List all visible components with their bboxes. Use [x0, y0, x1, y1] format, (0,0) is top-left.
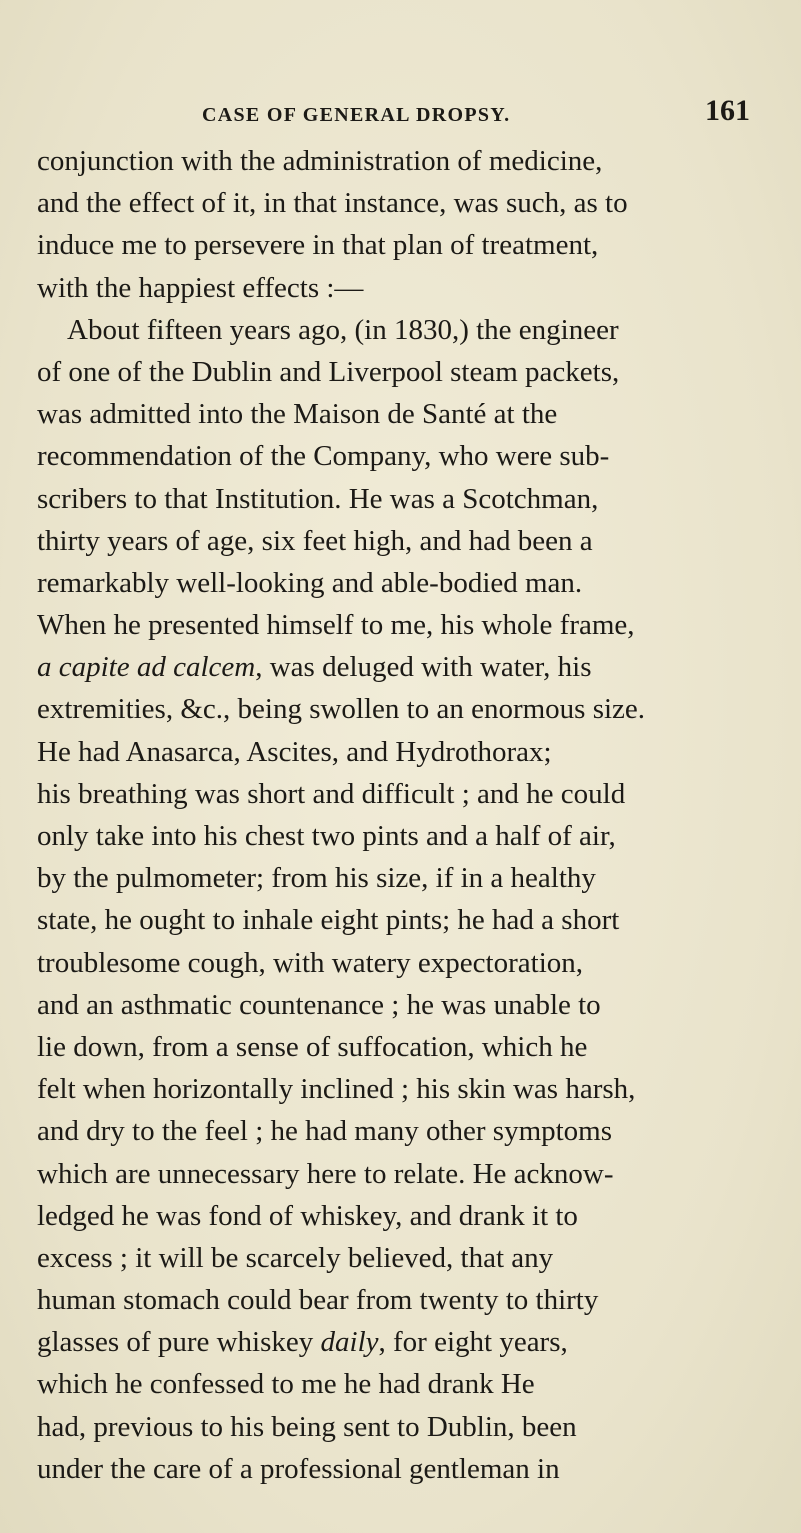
italic-phrase: a capite ad calcem [37, 651, 256, 684]
text-line: with the happiest effects :— [37, 271, 364, 304]
text-line: which are unnecessary here to relate. He acknow- [37, 1157, 614, 1190]
text-line: ledged he was fond of whiskey, and drank it to [37, 1199, 578, 1232]
text-line: which he confessed to me he had drank He [37, 1368, 535, 1401]
page-header [0, 86, 801, 134]
text-line: recommendation of the Company, who were sub- [37, 440, 610, 473]
running-head: CASE OF GENERAL DROPSY. [202, 104, 511, 126]
text-line: and dry to the feel ; he had many other symptoms [37, 1115, 613, 1148]
text-line: a capite ad calcem, was deluged with water, his [37, 651, 592, 684]
italic-phrase: daily [320, 1326, 379, 1359]
text-line: felt when horizontally inclined ; his skin was harsh, [37, 1073, 636, 1106]
text-line: troublesome cough, with watery expectoration, [37, 946, 584, 979]
text-line: glasses of pure whiskey daily, for eight years, [37, 1326, 568, 1359]
body-text [37, 140, 777, 1490]
text-line: When he presented himself to me, his whole frame, [37, 609, 635, 642]
text-line: human stomach could bear from twenty to thirty [37, 1284, 599, 1317]
text-line: remarkably well-looking and able-bodied man. [37, 566, 583, 599]
text-line: and an asthmatic countenance ; he was unable to [37, 988, 601, 1021]
text-line: induce me to persevere in that plan of treatment, [37, 229, 599, 262]
text-line: by the pulmometer; from his size, if in a healthy [37, 862, 596, 895]
text-line: state, he ought to inhale eight pints; he had a short [37, 904, 620, 937]
text-line: excess ; it will be scarcely believed, that any [37, 1241, 554, 1274]
text-line: only take into his chest two pints and a half of air, [37, 820, 616, 852]
text-line: of one of the Dublin and Liverpool steam packets, [37, 355, 620, 388]
text-line: thirty years of age, six feet high, and had been a [37, 524, 593, 557]
text-line: scribers to that Institution. He was a Scotchman, [37, 482, 599, 515]
text-line: and the effect of it, in that instance, was such, as to [37, 187, 628, 220]
text-line: his breathing was short and difficult ; and he could [37, 777, 626, 810]
text-line: was admitted into the Maison de Santé at the [37, 398, 558, 431]
page-number: 161 [705, 94, 750, 127]
text-line: conjunction with the administration of medicine, [37, 145, 603, 177]
text-line: had, previous to his being sent to Dublin, been [37, 1410, 577, 1443]
text-line: He had Anasarca, Ascites, and Hydrothorax; [37, 735, 552, 768]
text-line: About fifteen years ago, (in 1830,) the engineer [67, 313, 619, 346]
text-line: extremities, &c., being swollen to an enormous size. [37, 693, 646, 726]
text-line: lie down, from a sense of suffocation, which he [37, 1030, 588, 1063]
text-line: under the care of a professional gentleman in [37, 1452, 560, 1485]
